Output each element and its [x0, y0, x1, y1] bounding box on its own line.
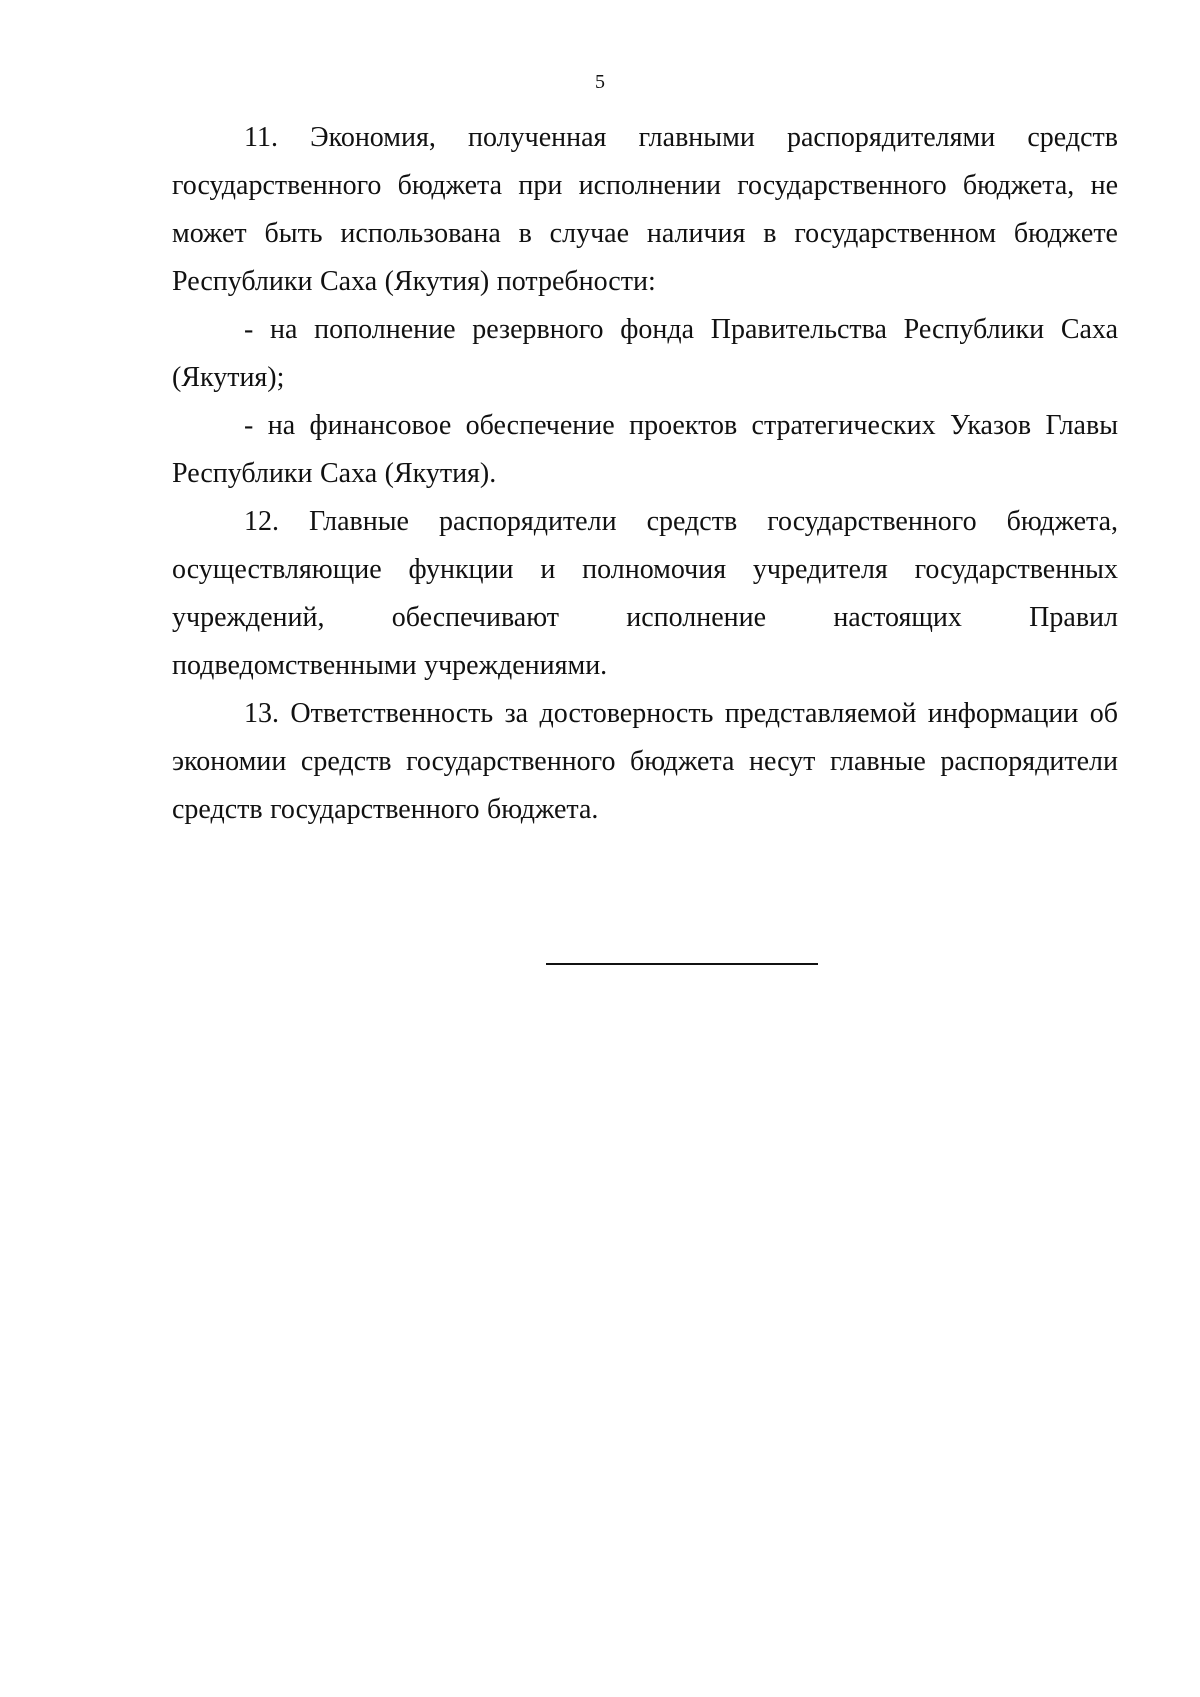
- page-number: 5: [595, 71, 605, 93]
- paragraph-line: государственного бюджета при исполнении государственного бюджета, не: [172, 170, 1118, 201]
- end-of-document-rule: [546, 963, 818, 965]
- paragraph-line: Республики Саха (Якутия) потребности:: [172, 266, 656, 297]
- paragraph-12: [172, 498, 1118, 690]
- paragraph-line: 11. Экономия, полученная главными распорядителями средств: [244, 122, 1118, 153]
- paragraph-line: экономии средств государственного бюджета несут главные распорядители: [172, 746, 1118, 777]
- paragraph-line: осуществляющие функции и полномочия учредителя государственных: [172, 554, 1118, 585]
- paragraph-line: средств государственного бюджета.: [172, 794, 599, 825]
- bullet-strategic-decrees: [172, 402, 1118, 498]
- paragraph-line: 12. Главные распорядители средств государственного бюджета,: [244, 506, 1118, 537]
- paragraph-line: Республики Саха (Якутия).: [172, 458, 497, 489]
- paragraph-11: [172, 114, 1118, 306]
- paragraph-line: (Якутия);: [172, 362, 285, 393]
- paragraph-line: подведомственными учреждениями.: [172, 650, 608, 681]
- paragraph-13: [172, 690, 1118, 834]
- paragraph-line: учреждений, обеспечивают исполнение настоящих Правил: [172, 602, 1118, 633]
- paragraph-line: 13. Ответственность за достоверность представляемой информации об: [244, 698, 1118, 729]
- bullet-reserve-fund: [172, 306, 1118, 402]
- paragraph-line: может быть использована в случае наличия в государственном бюджете: [172, 218, 1118, 249]
- paragraph-line: - на пополнение резервного фонда Правительства Республики Саха: [244, 314, 1118, 345]
- document-body: [172, 114, 1118, 834]
- paragraph-line: - на финансовое обеспечение проектов стратегических Указов Главы: [244, 410, 1118, 441]
